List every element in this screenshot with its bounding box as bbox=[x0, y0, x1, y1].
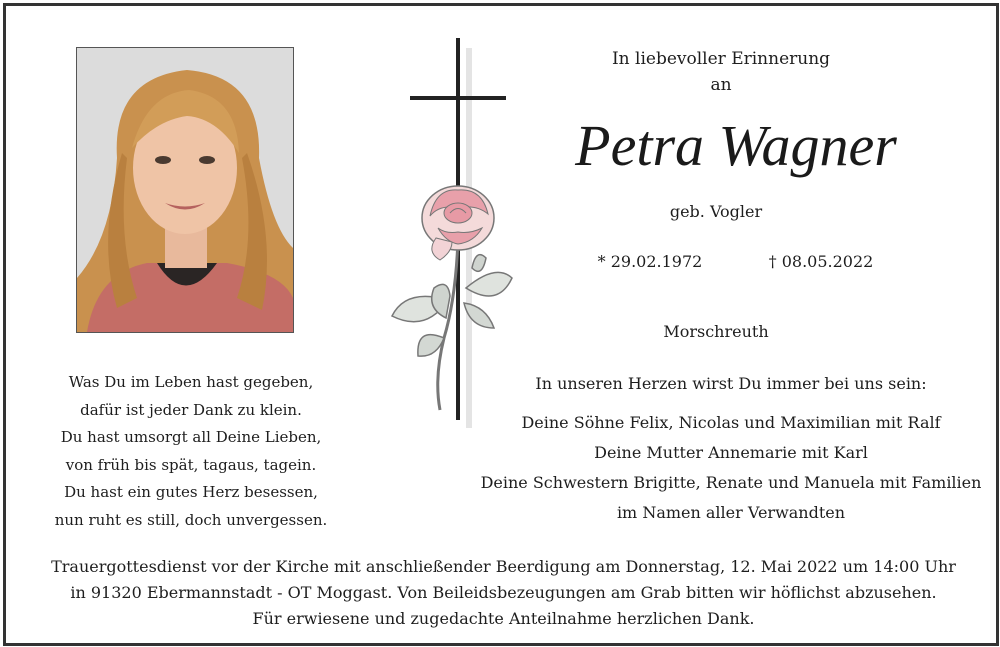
poem-line: Du hast ein gutes Herz besessen, bbox=[64, 483, 318, 501]
intro-text bbox=[566, 46, 876, 98]
service-info bbox=[26, 554, 981, 632]
maiden-name: geb. Vogler bbox=[669, 202, 763, 221]
portrait-photo bbox=[76, 47, 294, 333]
place-name: Morschreuth bbox=[663, 322, 769, 341]
intro-line: In liebevoller Erinnerung bbox=[611, 49, 831, 69]
service-line: Für erwiesene und zugedachte Anteilnahme herzlichen Dank. bbox=[252, 609, 755, 628]
poem-line: Was Du im Leben hast gegeben, bbox=[68, 373, 314, 391]
service-line: Trauergottesdienst vor der Kirche mit anschließender Beerdigung am Donnerstag, 12. Mai 2022 um 14:00 Uhr bbox=[51, 557, 956, 576]
service-line: in 91320 Ebermannstadt - OT Moggast. Von Beileidsbezeugungen am Grab bitten wir höflichst abzusehen. bbox=[70, 583, 937, 602]
poem-line: von früh bis spät, tagaus, tagein. bbox=[65, 455, 317, 474]
deceased-name: Petra Wagner bbox=[575, 113, 897, 178]
poem-line: nun ruht es still, doch unvergessen. bbox=[54, 510, 328, 529]
family-line: Deine Schwestern Brigitte, Renate und Manuela mit Familien bbox=[480, 473, 982, 492]
intro-line: an bbox=[710, 75, 732, 95]
family-list bbox=[466, 408, 996, 528]
family-line: Deine Söhne Felix, Nicolas und Maximilian mit Ralf bbox=[521, 413, 941, 432]
poem-line: dafür ist jeder Dank zu klein. bbox=[80, 400, 302, 419]
family-line: Deine Mutter Annemarie mit Karl bbox=[594, 443, 868, 462]
obituary-card bbox=[3, 3, 999, 646]
death-date: † 08.05.2022 bbox=[768, 252, 874, 271]
poem bbox=[36, 369, 346, 534]
birth-date: * 29.02.1972 bbox=[597, 252, 703, 271]
poem-line: Du hast umsorgt all Deine Lieben, bbox=[60, 428, 322, 446]
motto-text: In unseren Herzen wirst Du immer bei uns sein: bbox=[535, 374, 927, 393]
family-line: im Namen aller Verwandten bbox=[616, 503, 846, 522]
